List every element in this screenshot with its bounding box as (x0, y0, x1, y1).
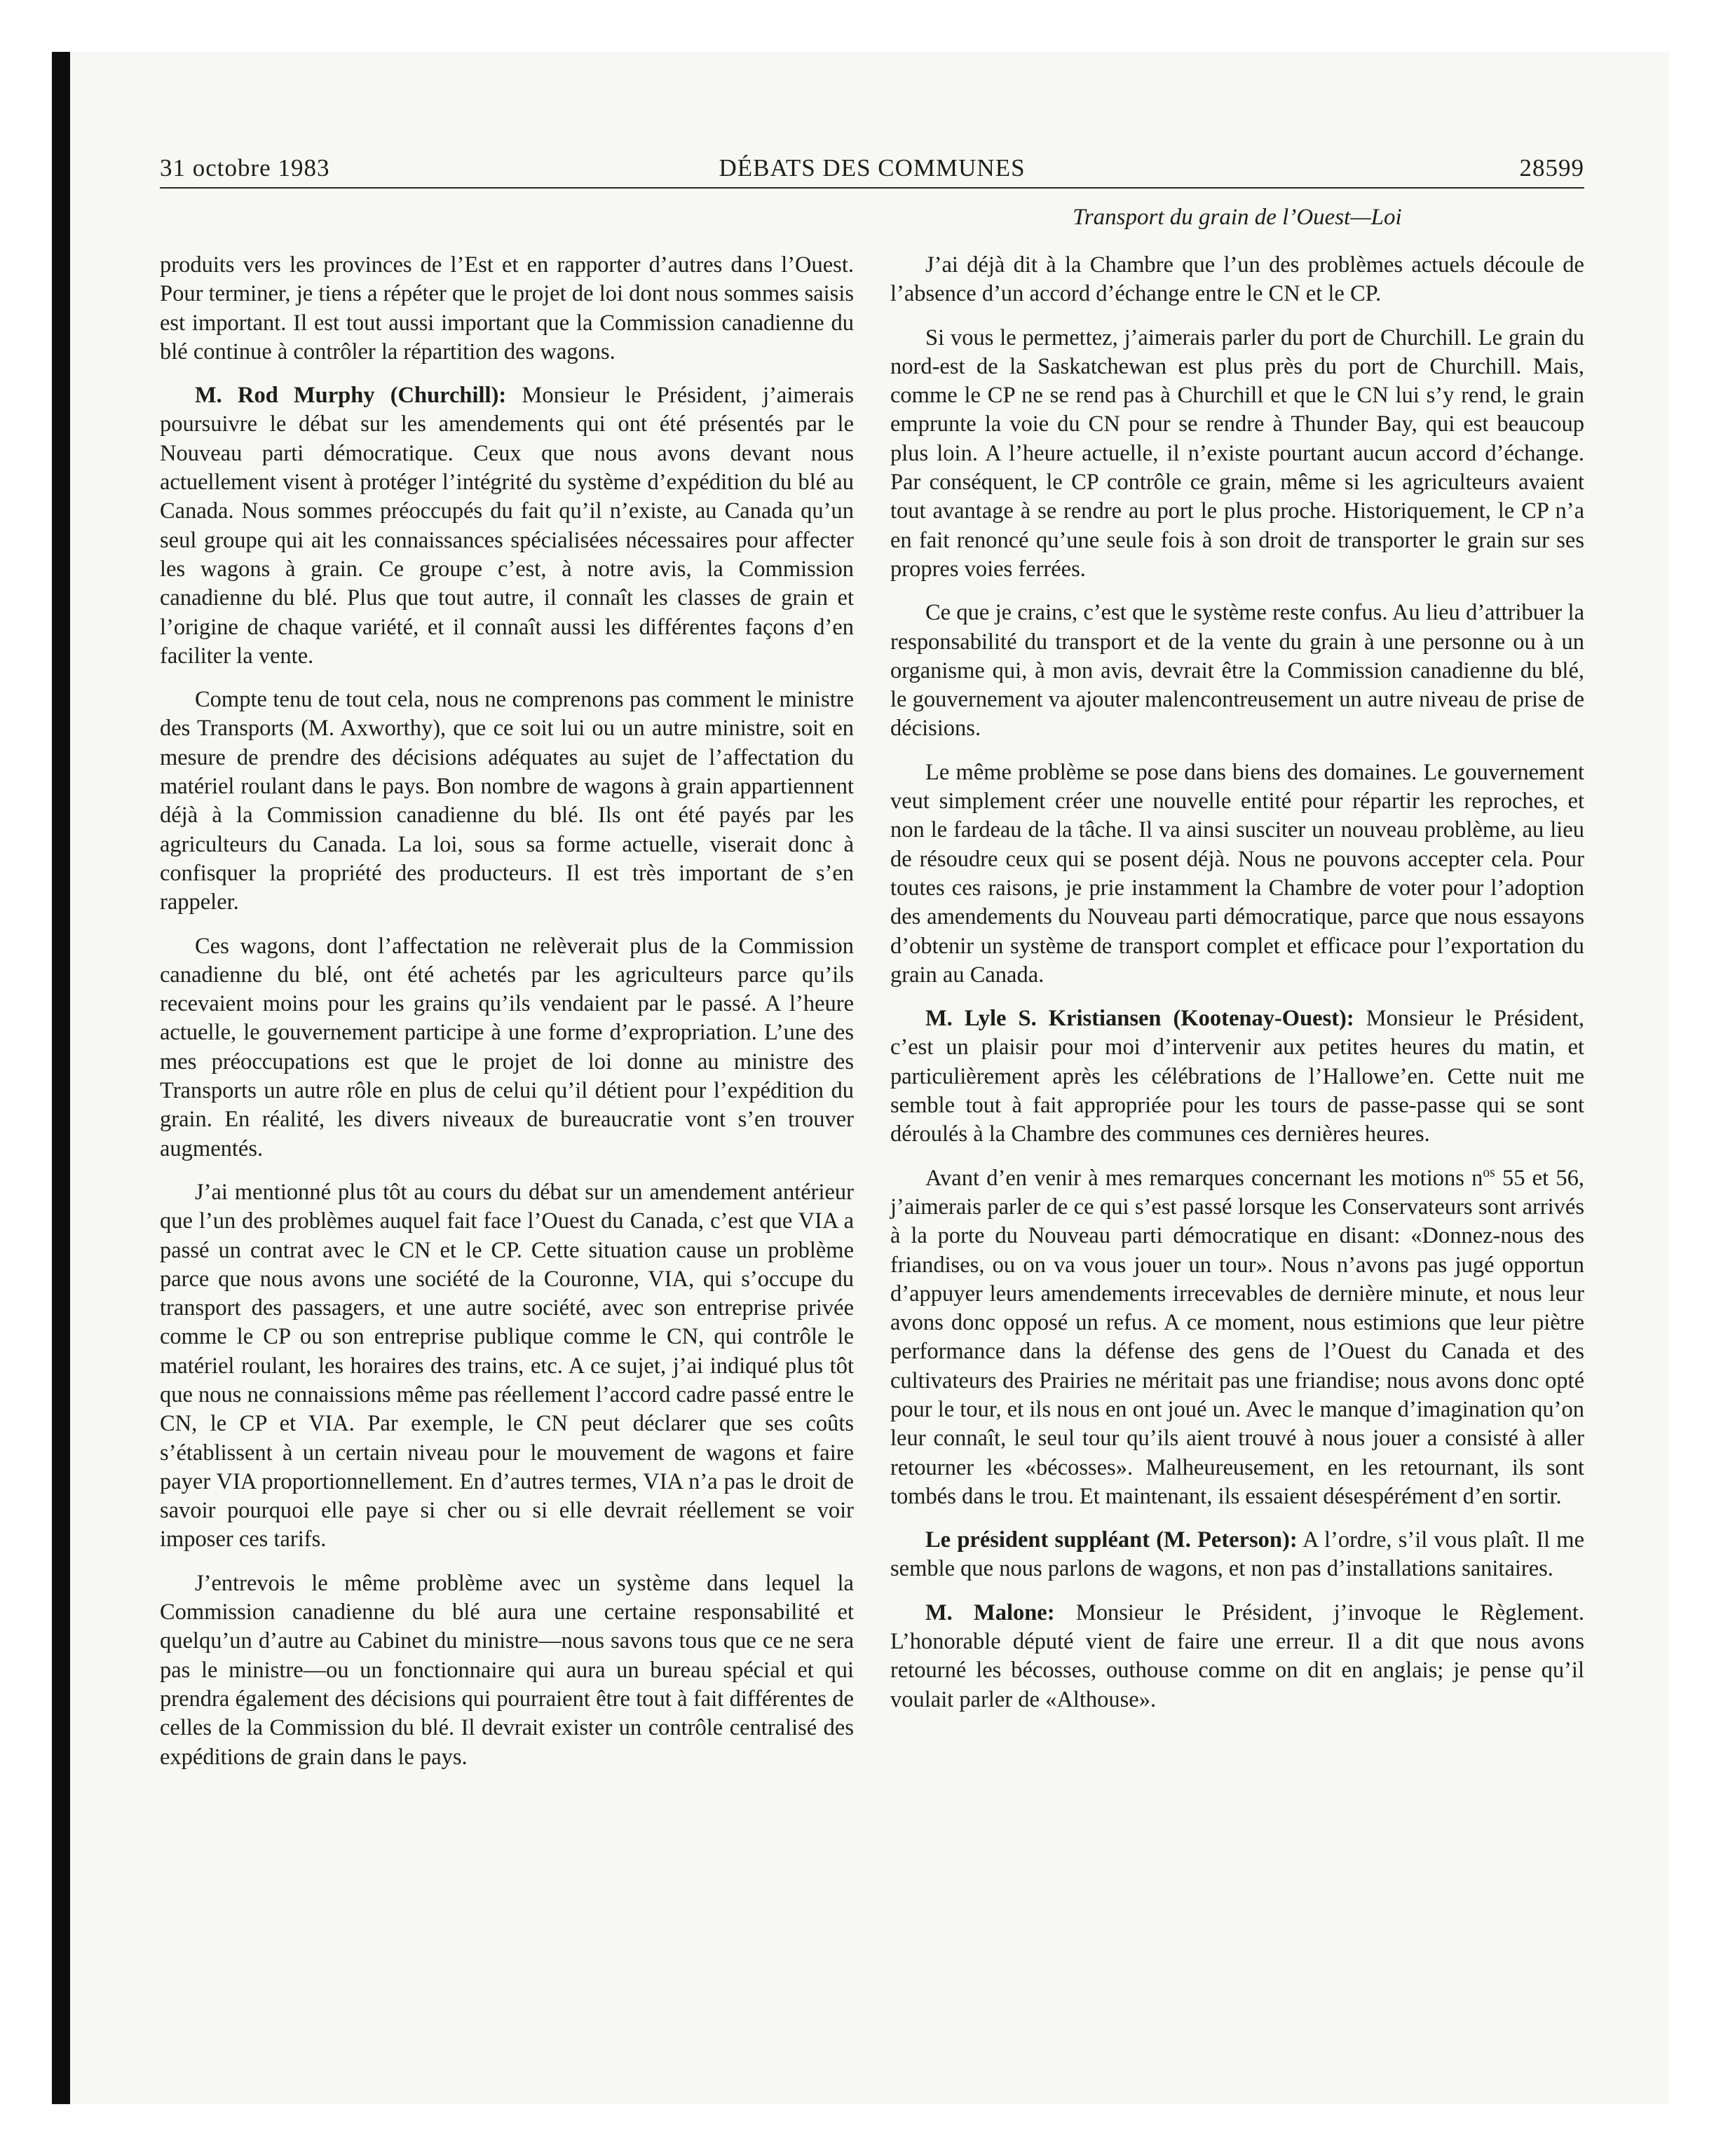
header-journal-title: DÉBATS DES COMMUNES (719, 154, 1026, 182)
speaker-name: M. Rod Murphy (Churchill): (195, 383, 507, 409)
paragraph: M. Rod Murphy (Churchill): Monsieur le Président, j’aimerais poursuivre le débat sur les amendements qui ont été présentés par le Nouveau parti démocratique. Ceux que nous avons devant nous actuellement visent à protéger l’intégrité du système d’expédition du blé au Canada. Nous sommes préoccupés du fait qu’il n’existe, au Canada qu’un seul groupe qui ait les connaissances spécialisées nécessaires pour affecter les wagons à grain. Ce groupe c’est, à notre avis, la Commission canadienne du blé. Plus que tout autre, il connaît les classes de grain et l’origine de chaque variété, et il connaît aussi les différentes façons d’en faciliter la vente. (160, 383, 855, 669)
paragraph: Compte tenu de tout cela, nous ne comprenons pas comment le ministre des Transports (M. Axworthy), que ce soit lui ou un autre ministre, soit en mesure de prendre des décisions adéquates au sujet de l’affectation du matériel roulant dans le pays. Bon nombre de wagons à grain appartiennent déjà à la Commission canadienne du blé. Ils ont été payés par les agriculteurs du Canada. La loi, sous sa forme actuelle, viserait donc à confisquer la propriété des producteurs. Il est très important de s’en rappeler. (160, 687, 854, 915)
speaker-name: Le président suppléant (M. Peterson): (925, 1527, 1298, 1553)
paragraph: J’entrevois le même problème avec un système dans lequel la Commission canadienne du blé aura une certaine responsabilité et quelqu’un d’autre au Cabinet du ministre—nous savons tous que ce ne sera pas le ministre—ou un fonctionnaire qui aura un bureau spécial et qui prendra également des décisions qui pourraient être tout à fait différentes de celles de la Commission du blé. Il devrait exister un contrôle centralisé des expéditions de grain dans le pays. (160, 1570, 854, 1770)
paragraph: Le même problème se pose dans biens des domaines. Le gouvernement veut simplement créer une nouvelle entité pour répartir les reproches, et non le fardeau de la tâche. Il va ainsi susciter un nouveau problème, au lieu de résoudre ceux qui se posent déjà. Nous ne pouvons accepter cela. Pour toutes ces raisons, je prie instamment la Chambre de voter pour l’adoption des amendements du Nouveau parti démocratique, parce que nous essayons d’obtenir un système de transport complet et efficace pour l’exportation du grain au Canada. (890, 759, 1584, 988)
speaker-name: M. Lyle S. Kristiansen (Kootenay-Ouest): (925, 1006, 1354, 1032)
header-date: 31 octobre 1983 (160, 154, 330, 182)
paragraph: produits vers les provinces de l’Est et en rapporter d’autres dans l’Ouest. Pour terminer, je tiens a répéter que le projet de loi dont nous sommes saisis est important. Il est tout aussi important que la Commission canadienne du blé continue à contrôler la répartition des wagons. (160, 252, 854, 364)
left-column (160, 251, 854, 1787)
header-rule (160, 187, 1584, 189)
paragraph: M. Lyle S. Kristiansen (Kootenay-Ouest): Monsieur le Président, c’est un plaisir pour moi d’intervenir aux petites heures du matin, et particulièrement après les célébrations de l’Hallowe’en. Cette nuit me semble tout à fait appropriée pour les tours de passe-passe qui se sont déroulés à la Chambre des communes ces dernières heures. (890, 1006, 1584, 1147)
paragraph: J’ai mentionné plus tôt au cours du débat sur un amendement antérieur que l’un des problèmes auquel fait face l’Ouest du Canada, c’est que VIA a passé un contrat avec le CN et le CP. Cette situation cause un problème parce que nous avons une société de la Couronne, VIA, qui s’occupe du transport des passagers, et une autre société, avec son entreprise privée comme le CP ou son entreprise publique comme le CN, qui contrôle le matériel roulant, les horaires des trains, etc. A ce sujet, j’ai indiqué plus tôt que nous ne connaissions même pas réellement l’accord cadre passé entre le CN, le CP et VIA. Par exemple, le CN peut déclarer que ses coûts s’établissent à un certain niveau pour le mouvement de wagons et faire payer VIA proportionnellement. En d’autres termes, VIA n’a pas le droit de savoir pourquoi elle paye si cher ou si elle devrait réellement se voir imposer ces tarifs. (160, 1179, 854, 1553)
paragraph: J’ai déjà dit à la Chambre que l’un des problèmes actuels découle de l’absence d’un accord d’échange entre le CN et le CP. (890, 252, 1584, 307)
running-title: Transport du grain de l’Ouest—Loi (1073, 205, 1402, 230)
paragraph: Si vous le permettez, j’aimerais parler du port de Churchill. Le grain du nord-est de la Saskatchewan est plus près du port de Churchill. Mais, comme le CP ne se rend pas à Churchill et que le CN lui s’y rend, le grain emprunte la voie du CN pour se rendre à Thunder Bay, qui est beaucoup plus loin. A l’heure actuelle, il n’existe pourtant aucun accord d’échange. Par conséquent, le CP contrôle ce grain, même si les agriculteurs avaient tout avantage à se rendre au port le plus proche. Historiquement, le CP n’a en fait renoncé qu’une seule fois à son droit de transporter le grain sur ses propres voies ferrées. (890, 325, 1584, 582)
speaker-name: M. Malone: (925, 1599, 1055, 1625)
paragraph: Avant d’en venir à mes remarques concernant les motions $n^{os}$ 55 et 56, j’aimerais parler de ce qui s’est passé lorsque les Conservateurs sont arrivés à la porte du Nouveau parti démocratique en disant: «Donnez-nous des friandises, ou on va vous jouer un tour». Nous n’avons pas jugé opportun d’appuyer leurs amendements irrecevables de dernière minute, et nous leur avons donc opposé un refus. A ce moment, nous estimions que leur piètre performance dans la défense des gens de l’Ouest du Canada et des cultivateurs des Prairies ne méritait pas une friandise; nous avons donc opté pour le tour, et ils nous en ont joué un. Avec le manque d’imagination qu’on leur connaît, le seul tour qu’ils aient trouvé à nous jouer a consisté à aller retourner les «bécosses». Malheureusement, en les retournant, ils sont tombés dans le trou. Et maintenant, ils essaient désespérément d’en sortir. (890, 1165, 1584, 1509)
paragraph: M. Malone: Monsieur le Président, j’invoque le Règlement. L’honorable député vient de faire une erreur. Il a dit que nous avons retourné les bécosses, outhouse comme on dit en anglais; je pense qu’il voulait parler de «Althouse». (890, 1599, 1584, 1712)
paragraph: Ce que je crains, c’est que le système reste confus. Au lieu d’attribuer la responsabilité du transport et de la vente du grain à une personne ou à un organisme qui, à mon avis, devrait être la Commission canadienne du blé, le gouvernement va ajouter malencontreusement un autre niveau de prise de décisions. (890, 600, 1584, 742)
superscript: os (1483, 1165, 1495, 1180)
header-page-number: 28599 (1519, 154, 1584, 182)
right-column (890, 251, 1584, 1729)
paragraph: Le président suppléant (M. Peterson): A l’ordre, s’il vous plaît. Il me semble que nous parlons de wagons, et non pas d’installations sanitaires. (890, 1527, 1584, 1582)
paragraph: Ces wagons, dont l’affectation ne relèverait plus de la Commission canadienne du blé, ont été achetés par les agriculteurs parce qu’ils recevaient moins pour les grains qu’ils vendaient par le passé. A l’heure actuelle, le gouvernement participe à une forme d’expropriation. L’une des mes préoccupations est que le projet de loi donne au ministre des Transports un autre rôle en plus de celui qu’il détient pour l’expédition du grain. En réalité, les divers niveaux de bureaucratie vont s’en trouver augmentés. (160, 933, 854, 1161)
